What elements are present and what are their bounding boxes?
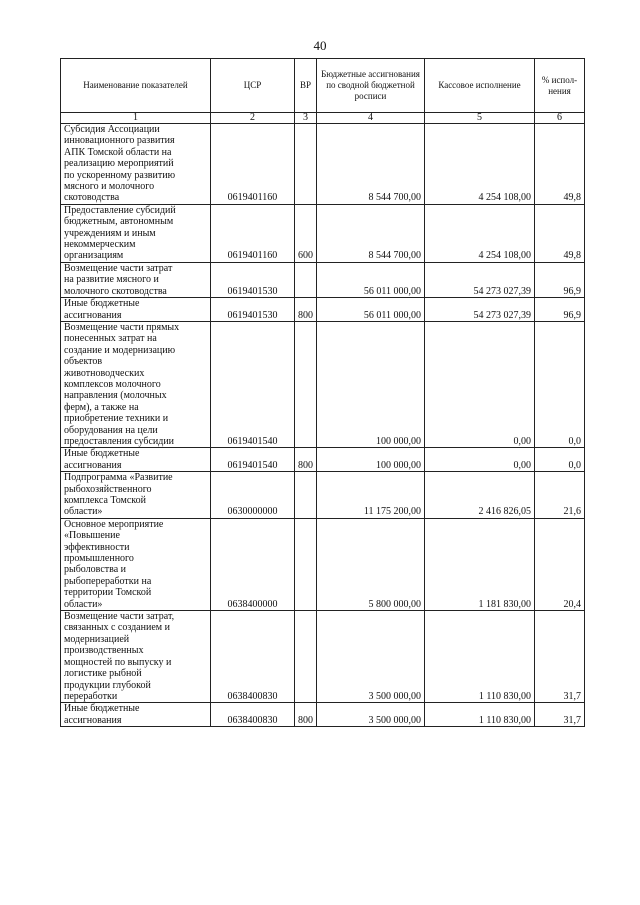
- indicator-name-cell: Возмещение части затрат, связанных с созданием и модернизацией производственных мощностей по выпуску и логистике рыбной продукции глубокой переработки: [61, 611, 211, 703]
- csr-cell: 0638400830: [211, 611, 295, 703]
- indicator-name-cell: Предоставление субсидий бюджетным, автономным учреждениям и иным некоммерческим организациям: [61, 204, 211, 262]
- table-row: [61, 321, 585, 447]
- indicator-name-cell: Возмещение части затрат на развитие мясного и молочного скотоводства: [61, 262, 211, 297]
- column-number: 5: [425, 113, 535, 124]
- csr-cell: 0619401160: [211, 124, 295, 205]
- vr-cell: 600: [295, 204, 317, 262]
- percent-cell: 0,0: [535, 448, 585, 472]
- indicator-name-cell: Субсидия Ассоциации инновационного развития АПК Томской области на реализацию мероприятий по ускоренному развитию мясного и молочного скотоводства: [61, 124, 211, 205]
- vr-cell: 800: [295, 448, 317, 472]
- header-row: [61, 59, 585, 113]
- allocated-cell: 3 500 000,00: [317, 703, 425, 727]
- table-row: [61, 124, 585, 205]
- executed-cell: 1 181 830,00: [425, 518, 535, 610]
- vr-cell: [295, 321, 317, 447]
- csr-cell: 0619401530: [211, 262, 295, 297]
- csr-cell: 0619401540: [211, 321, 295, 447]
- indicator-name-cell: Иные бюджетные ассигнования: [61, 298, 211, 322]
- column-number: 4: [317, 113, 425, 124]
- indicator-name-cell: Возмещение части прямых понесенных затрат на создание и модернизацию объектов животноводческих комплексов молочного направления (молочных ферм), а также на приобретение техники и оборудования на цели предоставления субсидии: [61, 321, 211, 447]
- percent-cell: 31,7: [535, 703, 585, 727]
- allocated-cell: 3 500 000,00: [317, 611, 425, 703]
- executed-cell: 1 110 830,00: [425, 703, 535, 727]
- table-row: [61, 262, 585, 297]
- percent-cell: 20,4: [535, 518, 585, 610]
- header-indicator-name: Наименование показателей: [61, 59, 211, 113]
- allocated-cell: 56 011 000,00: [317, 298, 425, 322]
- percent-cell: 96,9: [535, 298, 585, 322]
- csr-cell: 0638400000: [211, 518, 295, 610]
- table-row: [61, 448, 585, 472]
- header-csr: ЦСР: [211, 59, 295, 113]
- vr-cell: [295, 518, 317, 610]
- csr-cell: 0619401530: [211, 298, 295, 322]
- header-allocated: Бюджетные ассигнования по сводной бюджетной росписи: [317, 59, 425, 113]
- allocated-cell: 56 011 000,00: [317, 262, 425, 297]
- csr-cell: 0630000000: [211, 472, 295, 519]
- table-row: [61, 611, 585, 703]
- executed-cell: 4 254 108,00: [425, 204, 535, 262]
- column-number-row: [61, 113, 585, 124]
- table-body: [61, 124, 585, 727]
- table-row: [61, 298, 585, 322]
- percent-cell: 31,7: [535, 611, 585, 703]
- header-vr: ВР: [295, 59, 317, 113]
- allocated-cell: 100 000,00: [317, 321, 425, 447]
- csr-cell: 0638400830: [211, 703, 295, 727]
- allocated-cell: 8 544 700,00: [317, 124, 425, 205]
- percent-cell: 49,8: [535, 124, 585, 205]
- page-number: 40: [313, 38, 327, 53]
- vr-cell: [295, 124, 317, 205]
- percent-cell: 21,6: [535, 472, 585, 519]
- indicator-name-cell: Основное мероприятие «Повышение эффективности промышленного рыболовства и рыбопереработки на территории Томской области»: [61, 518, 211, 610]
- indicator-name-cell: Подпрограмма «Развитие рыбохозяйственного комплекса Томской области»: [61, 472, 211, 519]
- csr-cell: 0619401160: [211, 204, 295, 262]
- budget-execution-table: [60, 58, 585, 727]
- executed-cell: 54 273 027,39: [425, 298, 535, 322]
- csr-cell: 0619401540: [211, 448, 295, 472]
- column-number: 2: [211, 113, 295, 124]
- percent-cell: 49,8: [535, 204, 585, 262]
- vr-cell: 800: [295, 703, 317, 727]
- vr-cell: [295, 472, 317, 519]
- table-row: [61, 204, 585, 262]
- executed-cell: 4 254 108,00: [425, 124, 535, 205]
- column-number: 3: [295, 113, 317, 124]
- allocated-cell: 11 175 200,00: [317, 472, 425, 519]
- vr-cell: [295, 262, 317, 297]
- table-row: [61, 518, 585, 610]
- table-row: [61, 703, 585, 727]
- executed-cell: 1 110 830,00: [425, 611, 535, 703]
- executed-cell: 0,00: [425, 321, 535, 447]
- table-row: [61, 472, 585, 519]
- allocated-cell: 5 800 000,00: [317, 518, 425, 610]
- header-percent: % испол-нения: [535, 59, 585, 113]
- allocated-cell: 8 544 700,00: [317, 204, 425, 262]
- vr-cell: [295, 611, 317, 703]
- percent-cell: 0,0: [535, 321, 585, 447]
- executed-cell: 54 273 027,39: [425, 262, 535, 297]
- executed-cell: 2 416 826,05: [425, 472, 535, 519]
- allocated-cell: 100 000,00: [317, 448, 425, 472]
- column-number: 1: [61, 113, 211, 124]
- indicator-name-cell: Иные бюджетные ассигнования: [61, 448, 211, 472]
- header-executed: Кассовое исполнение: [425, 59, 535, 113]
- percent-cell: 96,9: [535, 262, 585, 297]
- vr-cell: 800: [295, 298, 317, 322]
- indicator-name-cell: Иные бюджетные ассигнования: [61, 703, 211, 727]
- column-number: 6: [535, 113, 585, 124]
- executed-cell: 0,00: [425, 448, 535, 472]
